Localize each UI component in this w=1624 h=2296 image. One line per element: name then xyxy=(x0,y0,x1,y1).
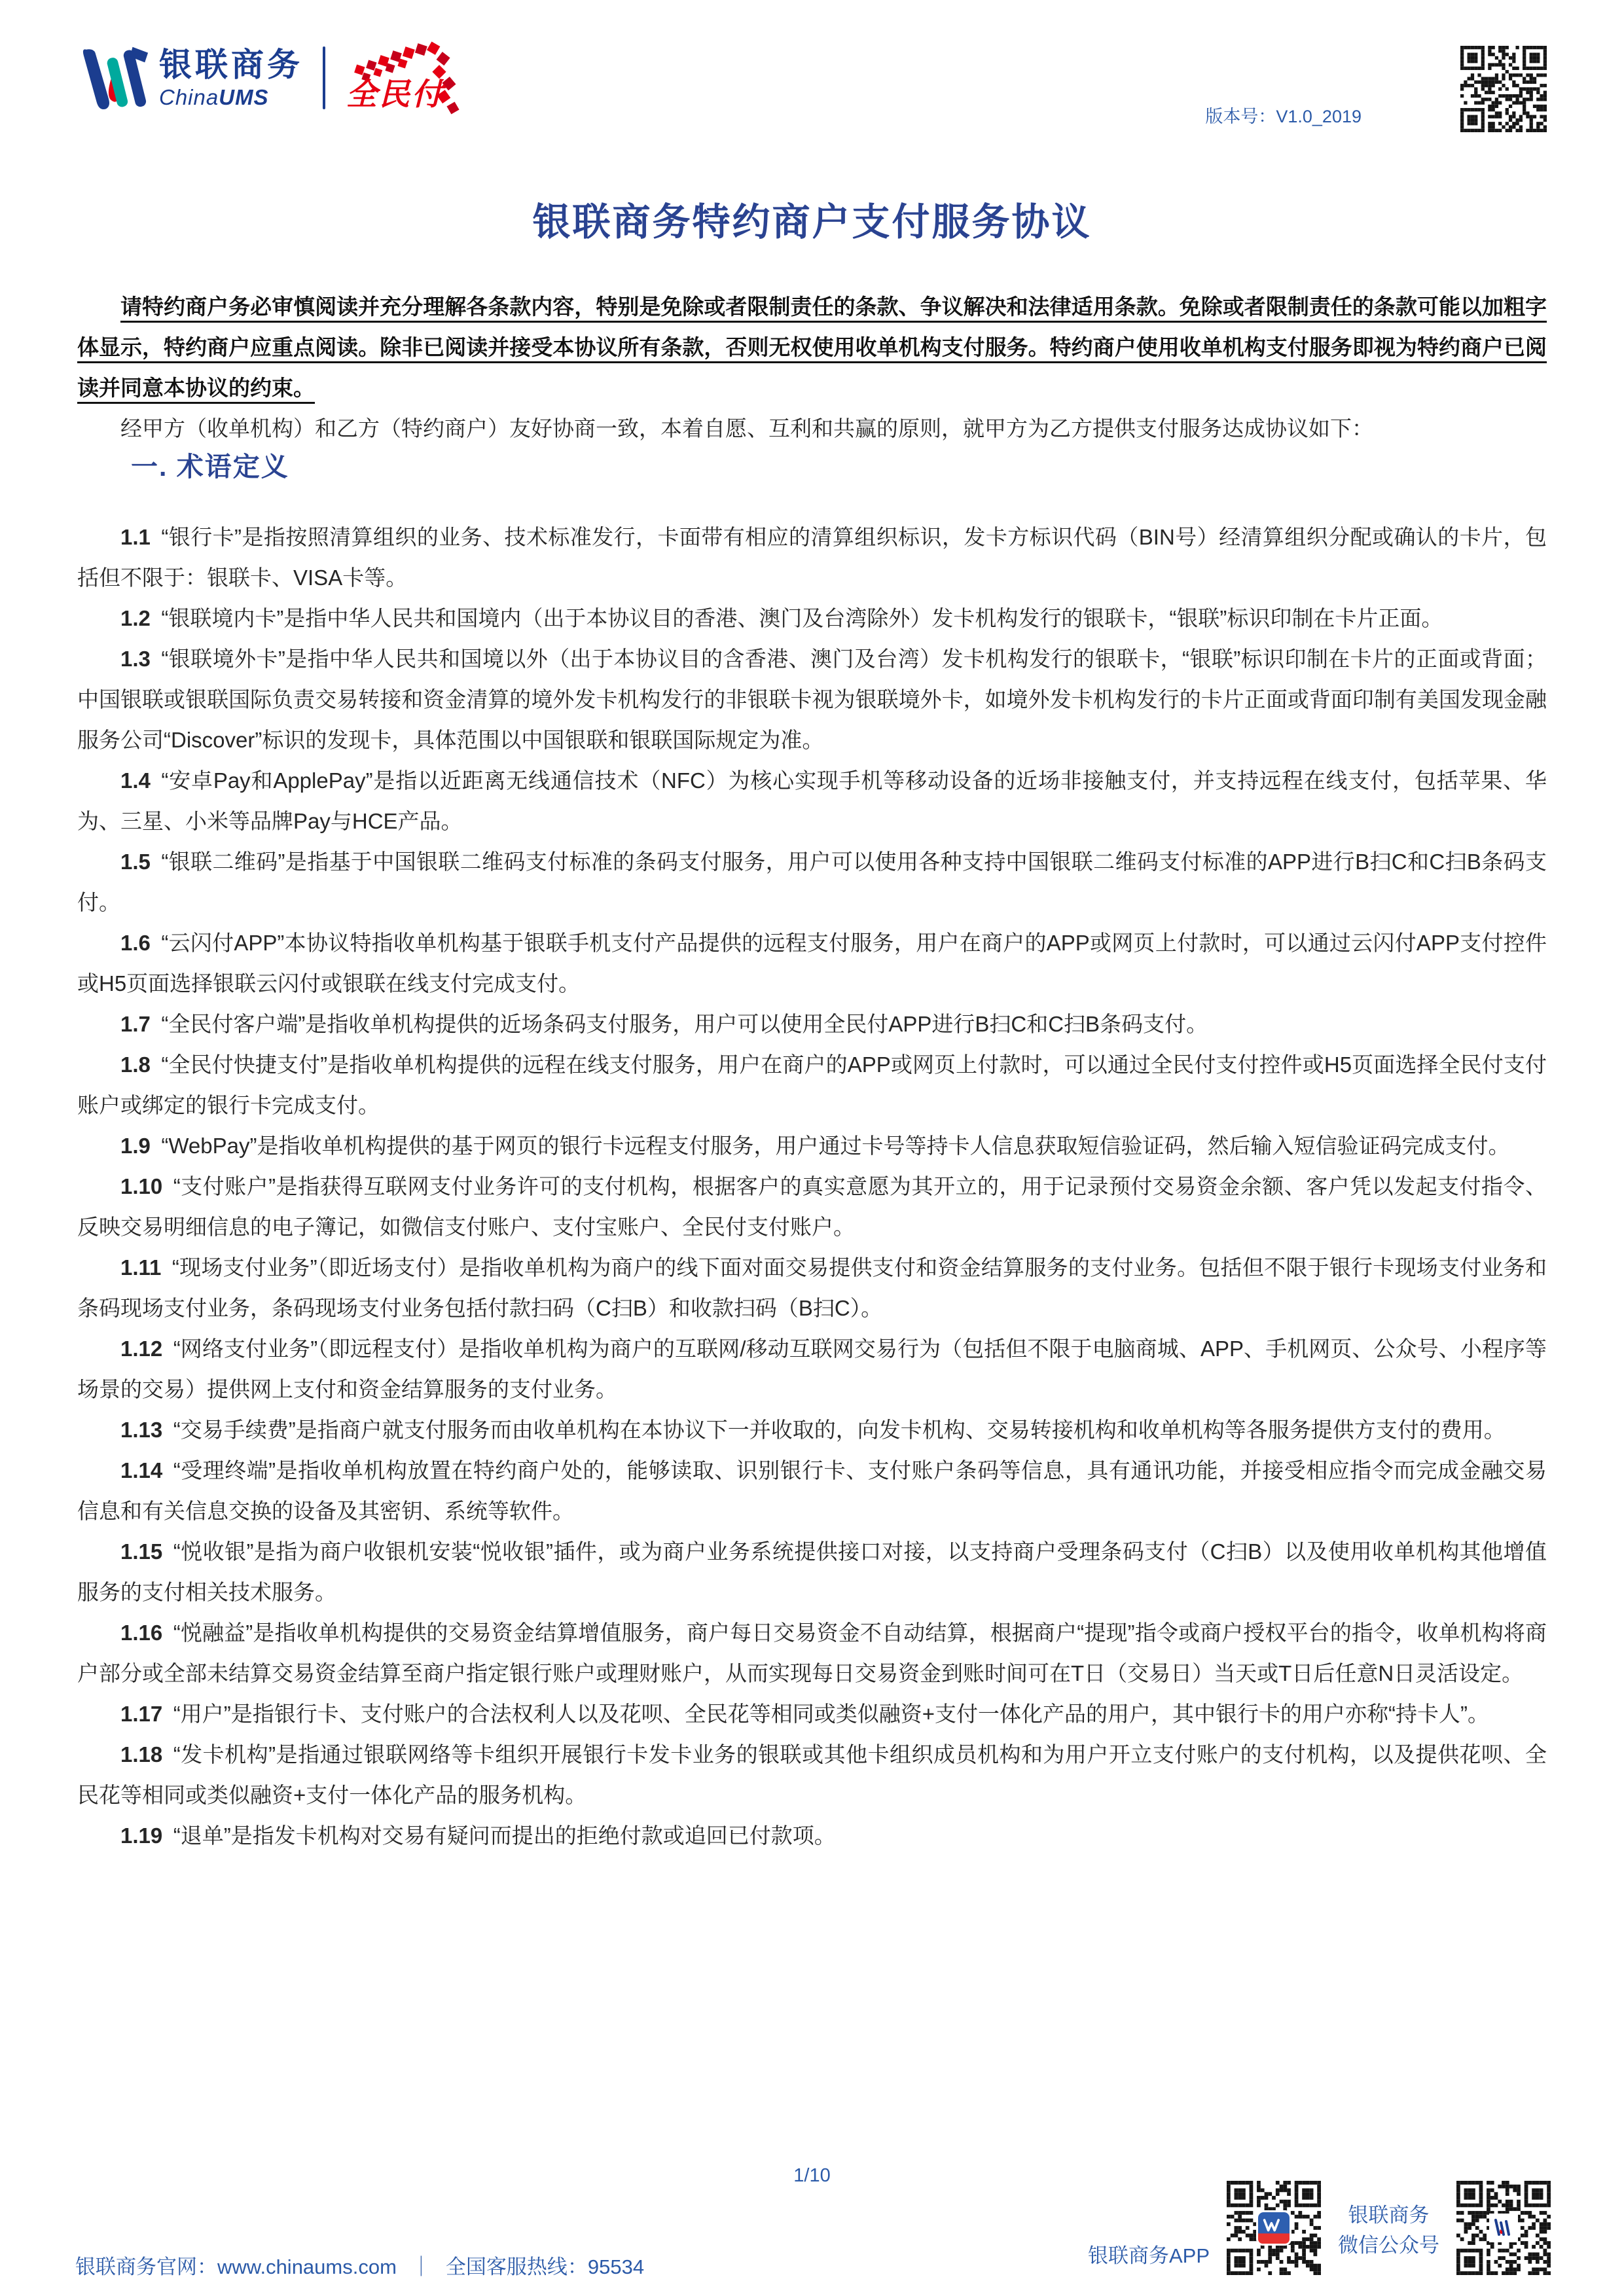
intro-paragraph-bold: 请特约商户务必审慎阅读并充分理解各条款内容，特别是免除或者限制责任的条款、争议解决和法律适用条款。免除或者限制责任的条款可能以加粗字体显示，特约商户应重点阅读。除非已阅读并接受本协议所有条款，否则无权使用收单机构支付服务。特约商户使用收单机构支付服务即视为特约商户已阅读并同意本协议的约束。 xyxy=(77,295,1547,400)
terms-list xyxy=(77,517,1547,1856)
term-number: 1.16 xyxy=(120,1621,163,1645)
brand-en-china: China xyxy=(159,84,219,109)
brand-name-en xyxy=(159,86,303,108)
term-number: 1.17 xyxy=(120,1702,163,1726)
intro-paragraph: 经甲方（收单机构）和乙方（特约商户）友好协商一致，本着自愿、互利和共赢的原则，就甲方为乙方提供支付服务达成协议如下： xyxy=(120,416,1373,440)
footer-hotline: 全国客服热线：95534 xyxy=(445,2255,645,2278)
brand-text xyxy=(159,48,303,108)
section-heading-terms: 一. 术语定义 xyxy=(131,452,289,482)
qr-code-top xyxy=(1460,46,1547,132)
ums-logo-badge xyxy=(1489,2214,1518,2242)
term-item-1.10: 1.10 “支付账户”是指获得互联网支付业务许可的支付机构，根据客户的真实意愿为其开立的，用于记录预付交易资金余额、客户凭以发起支付指令、反映交易明细信息的电子簿记，如微信支付账户、支付宝账户、全民付支付账户。 xyxy=(77,1174,1547,1239)
term-number: 1.3 xyxy=(120,647,151,671)
quanminfu-logo xyxy=(345,38,486,118)
term-item-1.2: 1.2 “银联境内卡”是指中华人民共和国境内（出于本协议目的香港、澳门及台湾除外）发卡机构发行的银联卡，“银联”标识印制在卡片正面。 xyxy=(120,606,1443,630)
term-number: 1.15 xyxy=(120,1539,163,1564)
term-item-1.19: 1.19 “退单”是指发卡机构对交易有疑问而提出的拒绝付款或追回已付款项。 xyxy=(120,1823,836,1848)
page-header xyxy=(75,34,1549,126)
term-item-1.8: 1.8 “全民付快捷支付”是指收单机构提供的远程在线支付服务，用户在商户的APP或网页上付款时，可以通过全民付支付控件或H5页面选择全民付支付账户或绑定的银行卡完成支付。 xyxy=(77,1052,1547,1117)
brand-en-ums: UMS xyxy=(219,84,269,109)
term-number: 1.11 xyxy=(120,1255,162,1280)
term-item-1.12: 1.12 “网络支付业务”（即远程支付）是指收单机构为商户的互联网/移动互联网交易行为（包括但不限于电脑商城、APP、手机网页、公众号、小程序等场景的交易）提供网上支付和资金结算服务的支付业务。 xyxy=(77,1336,1547,1401)
wechat-qr-code xyxy=(1456,2181,1551,2275)
ums-app-icon xyxy=(1256,2210,1291,2246)
term-item-1.13: 1.13 “交易手续费”是指商户就支付服务而由收单机构在本协议下一并收取的，向发卡机构、交易转接机构和收单机构等各服务提供方支付的费用。 xyxy=(120,1418,1506,1442)
page-number: 1/10 xyxy=(793,2165,831,2186)
term-item-1.1: 1.1 “银行卡”是指按照清算组织的业务、技术标准发行，卡面带有相应的清算组织标识，发卡方标识代码（BIN号）经清算组织分配或确认的卡片，包括但不限于：银联卡、VISA卡等。 xyxy=(77,525,1547,590)
term-number: 1.19 xyxy=(120,1823,163,1848)
term-item-1.17: 1.17 “用户”是指银行卡、支付账户的合法权利人以及花呗、全民花等相同或类似融资+支付一体化产品的用户，其中银行卡的用户亦称“持卡人”。 xyxy=(120,1702,1489,1726)
term-item-1.14: 1.14 “受理终端”是指收单机构放置在特约商户处的，能够读取、识别银行卡、支付账户条码等信息，具有通讯功能，并接受相应指令而完成金融交易信息和有关信息交换的设备及其密钥、系统等软件。 xyxy=(77,1458,1547,1523)
wechat-qr-label-line2: 微信公众号 xyxy=(1338,2234,1439,2257)
term-number: 1.4 xyxy=(120,768,151,793)
term-number: 1.8 xyxy=(120,1052,151,1077)
footer-qr-group xyxy=(1088,2181,1551,2275)
footer-website: 银联商务官网：www.chinaums.com xyxy=(75,2255,397,2278)
footer-contact-line xyxy=(75,2250,644,2280)
term-number: 1.6 xyxy=(120,931,151,955)
footer-separator: ｜ xyxy=(410,2255,431,2278)
term-number: 1.14 xyxy=(120,1458,163,1482)
term-item-1.4: 1.4 “安卓Pay和ApplePay”是指以近距离无线通信技术（NFC）为核心实现手机等移动设备的近场非接触支付，并支持远程在线支付，包括苹果、华为、三星、小米等品牌Pay与HCE产品。 xyxy=(77,768,1547,833)
term-item-1.11: 1.11 “现场支付业务”（即近场支付）是指收单机构为商户的线下面对面交易提供支付和资金结算服务的支付业务。包括但不限于银行卡现场支付业务和条码现场支付业务，条码现场支付业务包括付款扫码（C扫B）和收款扫码（B扫C）。 xyxy=(77,1255,1547,1320)
document-body xyxy=(77,287,1547,1856)
term-item-1.15: 1.15 “悦收银”是指为商户收银机安装“悦收银”插件，或为商户业务系统提供接口对接，以支持商户受理条码支付（C扫B）以及使用收单机构其他增值服务的支付相关技术服务。 xyxy=(77,1539,1547,1604)
app-qr-code xyxy=(1227,2181,1321,2275)
term-number: 1.10 xyxy=(120,1174,163,1198)
app-qr-label: 银联商务APP xyxy=(1087,2244,1210,2267)
term-item-1.16: 1.16 “悦融益”是指收单机构提供的交易资金结算增值服务，商户每日交易资金不自动结算，根据商户“提现”指令或商户授权平台的指令，收单机构将商户部分或全部未结算交易资金结算至商户指定银行账户或理财账户，从而实现每日交易资金到账时间可在T日（交易日）当天或T日后任意N日灵活设定。 xyxy=(77,1621,1547,1685)
term-number: 1.5 xyxy=(120,850,151,874)
wechat-qr-label xyxy=(1338,2200,1439,2261)
term-item-1.5: 1.5 “银联二维码”是指基于中国银联二维码支付标准的条码支付服务，用户可以使用各种支持中国银联二维码支付标准的APP进行B扫C和C扫B条码支付。 xyxy=(77,850,1547,914)
product-name: 全民付 xyxy=(346,77,444,111)
version-label: 版本号：V1.0_2019 xyxy=(1205,107,1362,126)
logo-divider xyxy=(323,46,325,109)
term-item-1.6: 1.6 “云闪付APP”本协议特指收单机构基于银联手机支付产品提供的远程支付服务，用户在商户的APP或网页上付款时，可以通过云闪付APP支付控件或H5页面选择银联云闪付或银联在线支付完成支付。 xyxy=(77,931,1547,996)
term-number: 1.18 xyxy=(120,1742,163,1767)
term-number: 1.12 xyxy=(120,1336,163,1361)
term-number: 1.9 xyxy=(120,1134,151,1158)
term-number: 1.7 xyxy=(120,1012,151,1036)
term-number: 1.2 xyxy=(120,606,151,630)
document-title: 银联商务特约商户支付服务协议 xyxy=(532,201,1092,243)
term-number: 1.13 xyxy=(120,1418,163,1442)
term-number: 1.1 xyxy=(120,525,151,549)
term-item-1.18: 1.18 “发卡机构”是指通过银联网络等卡组织开展银行卡发卡业务的银联或其他卡组织成员机构和为用户开立支付账户的支付机构，以及提供花呗、全民花等相同或类似融资+支付一体化产品的服务机构。 xyxy=(77,1742,1547,1807)
chinaums-brand-logo xyxy=(75,38,486,118)
term-item-1.9: 1.9 “WebPay”是指收单机构提供的基于网页的银行卡远程支付服务，用户通过卡号等持卡人信息获取短信验证码，然后输入短信验证码完成支付。 xyxy=(120,1134,1510,1158)
term-item-1.3: 1.3 “银联境外卡”是指中华人民共和国境以外（出于本协议目的含香港、澳门及台湾）发卡机构发行的银联卡，“银联”标识印制在卡片的正面或背面；中国银联或银联国际负责交易转接和资金清算的境外发卡机构发行的非银联卡视为银联境外卡，如境外发卡机构发行的卡片正面或背面印制有美国发现金融服务公司“Discover”标识的发现卡，具体范围以中国银联和银联国际规定为准。 xyxy=(77,647,1547,752)
wechat-qr-label-line1: 银联商务 xyxy=(1348,2204,1430,2227)
brand-name-cn: 银联商务 xyxy=(159,46,303,83)
chinaums-logo-icon xyxy=(75,39,153,117)
term-item-1.7: 1.7 “全民付客户端”是指收单机构提供的近场条码支付服务，用户可以使用全民付APP进行B扫C和C扫B条码支付。 xyxy=(120,1012,1208,1036)
